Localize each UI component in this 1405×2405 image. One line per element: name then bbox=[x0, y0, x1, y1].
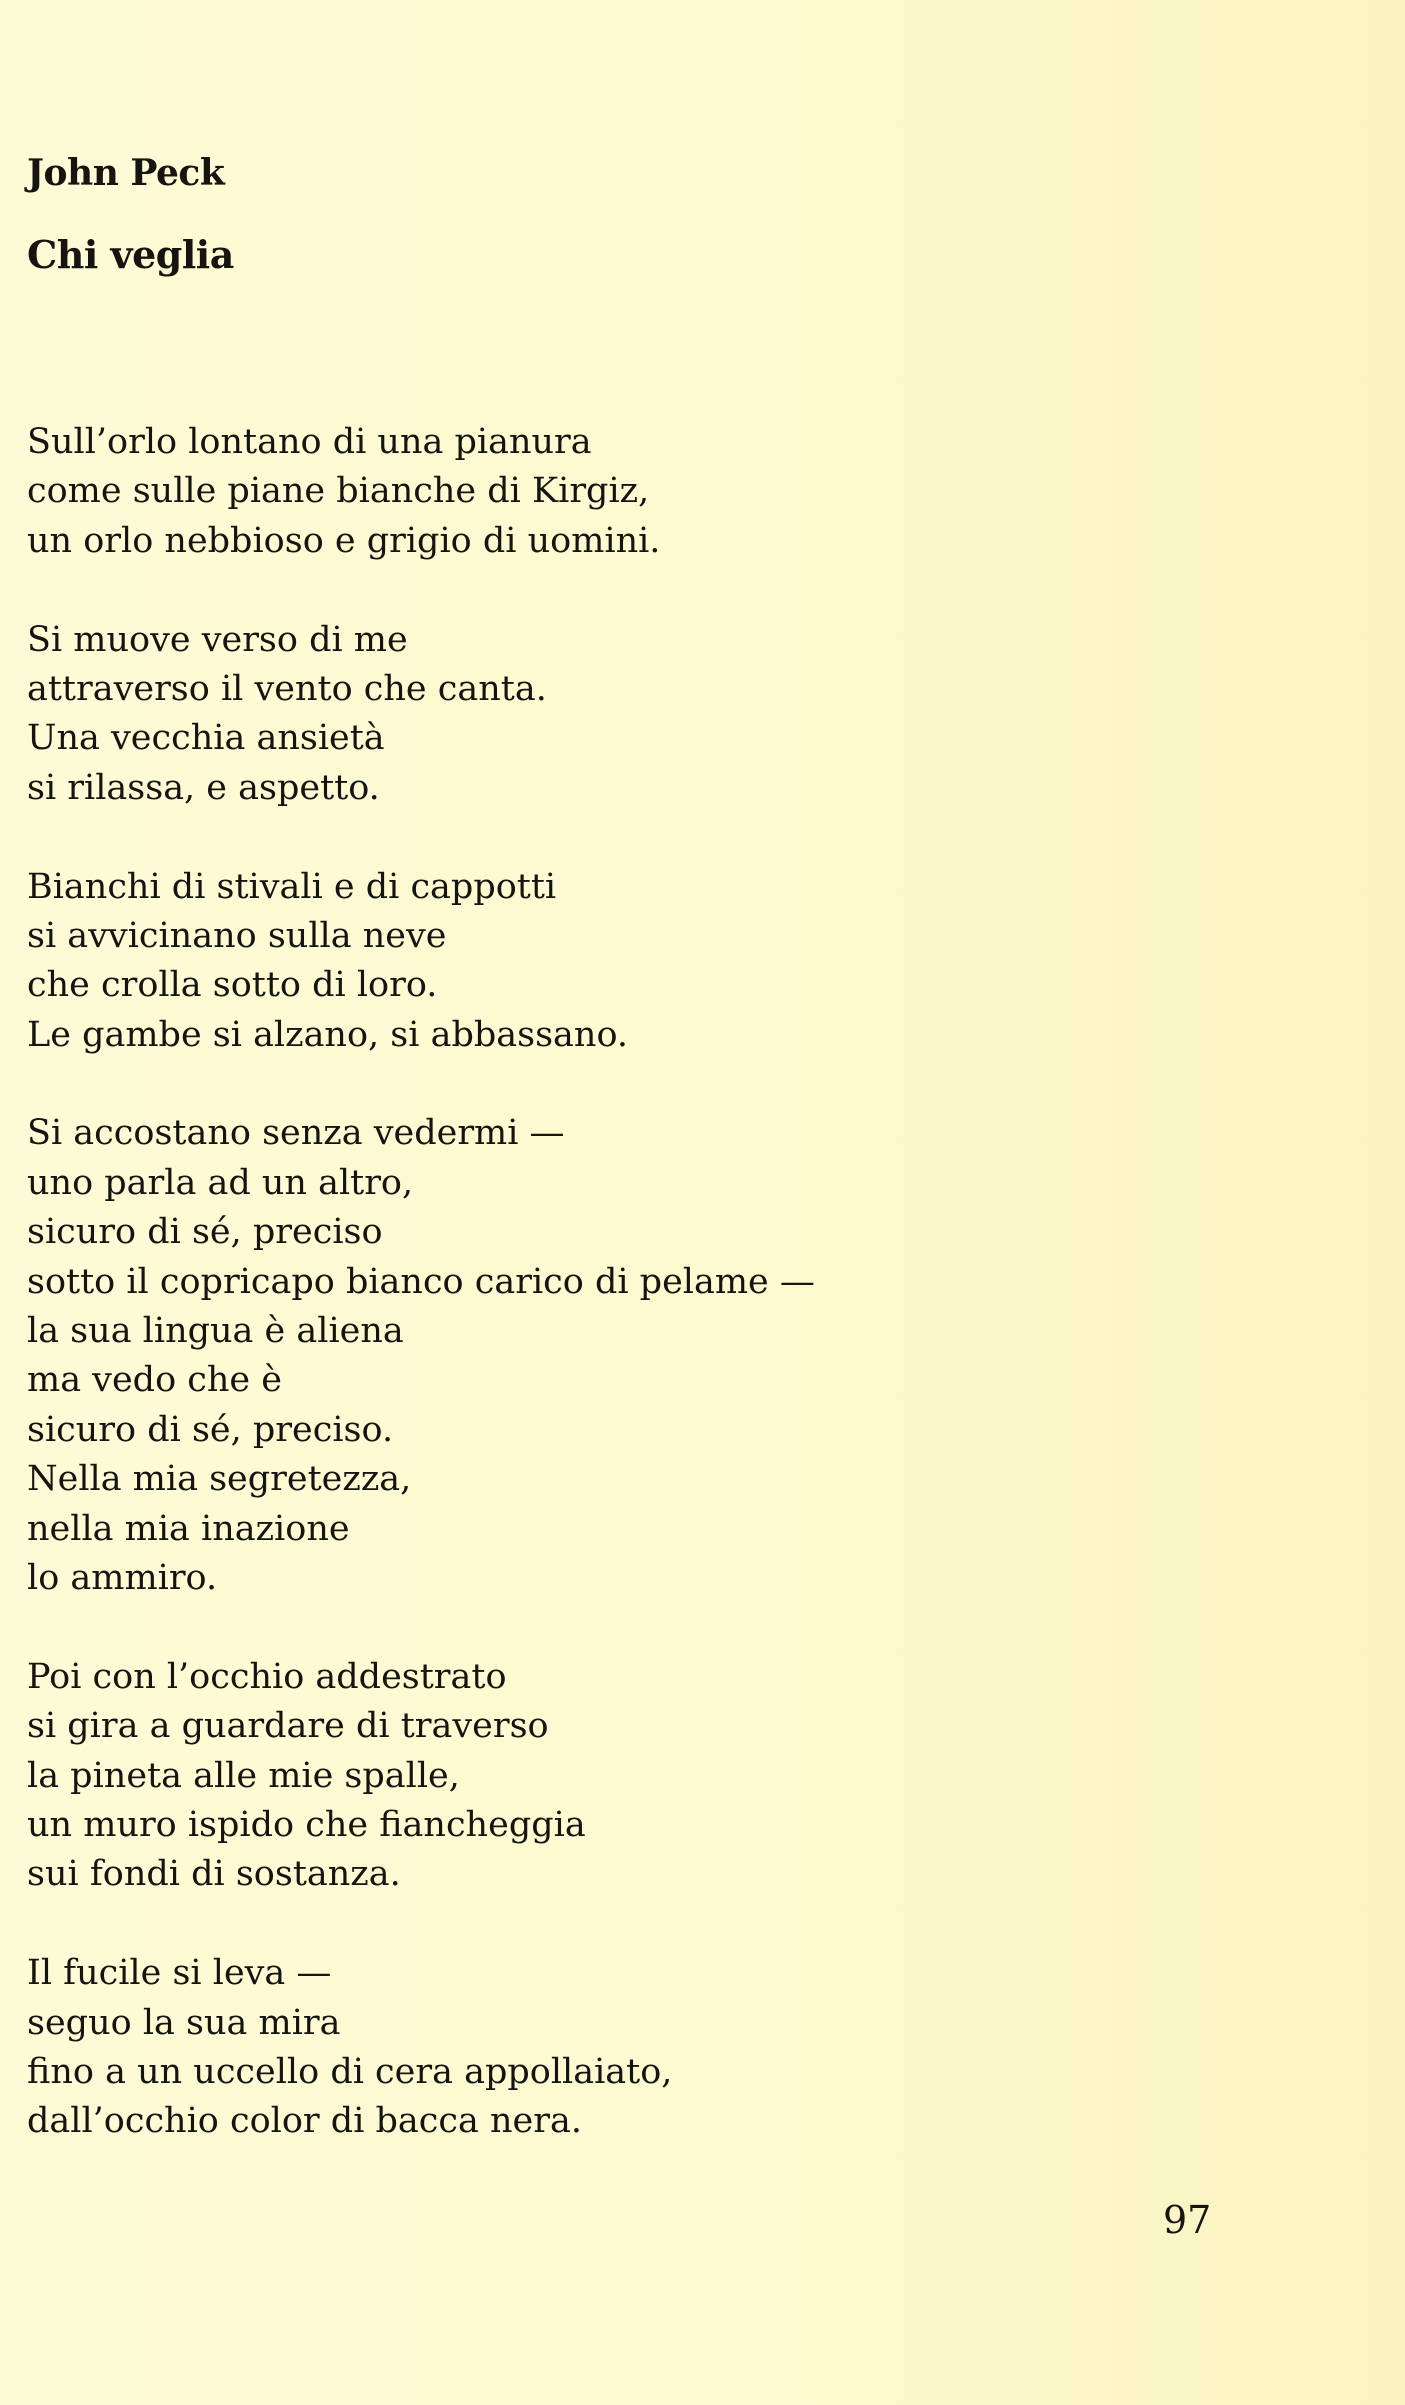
poem-line: Bianchi di stivali e di cappotti bbox=[27, 866, 557, 907]
stanza bbox=[27, 1653, 1027, 1900]
poem-line: nella mia inazione bbox=[27, 1508, 350, 1549]
poem-line: Nella mia segretezza, bbox=[27, 1459, 412, 1500]
poem-line: Il fucile si leva — bbox=[27, 1953, 332, 1994]
poem-line: un orlo nebbioso e grigio di uomini. bbox=[27, 520, 661, 561]
poem-line: come sulle piane bianche di Kirgiz, bbox=[27, 471, 650, 512]
poem-title: Chi veglia bbox=[27, 232, 234, 277]
poem-line: la pineta alle mie spalle, bbox=[27, 1755, 460, 1796]
poem-line: si gira a guardare di traverso bbox=[27, 1706, 549, 1747]
poem-line: sicuro di sé, preciso. bbox=[27, 1409, 394, 1450]
poem-line: sui fondi di sostanza. bbox=[27, 1854, 401, 1895]
poem-line: dall’occhio color di bacca nera. bbox=[27, 2101, 582, 2142]
poem-line: attraverso il vento che canta. bbox=[27, 668, 547, 709]
stanza bbox=[27, 1949, 1027, 2147]
stanza bbox=[27, 418, 1027, 566]
poem-line: che crolla sotto di loro. bbox=[27, 965, 438, 1006]
poem-line: la sua lingua è aliena bbox=[27, 1311, 404, 1352]
stanza bbox=[27, 863, 1027, 1061]
poem-line: uno parla ad un altro, bbox=[27, 1162, 414, 1203]
poem-line: seguo la sua mira bbox=[27, 2002, 341, 2043]
poem-line: Sull’orlo lontano di una pianura bbox=[27, 422, 592, 462]
poem-line: fino a un uccello di cera appollaiato, bbox=[27, 2051, 673, 2092]
poem-body bbox=[27, 418, 1027, 2196]
stanza bbox=[27, 616, 1027, 814]
poem-line: un muro ispido che fiancheggia bbox=[27, 1804, 586, 1845]
poem-line: si avvicinano sulla neve bbox=[27, 915, 447, 956]
poem-line: sotto il copricapo bianco carico di pelame — bbox=[27, 1261, 815, 1302]
poem-line: Si accostano senza vedermi — bbox=[27, 1113, 565, 1154]
poem-line: Poi con l’occhio addestrato bbox=[27, 1656, 507, 1697]
poem-line: Si muove verso di me bbox=[27, 619, 408, 660]
poem-line: Una vecchia ansietà bbox=[27, 718, 385, 759]
author-name: John Peck bbox=[27, 152, 225, 194]
stanza bbox=[27, 1109, 1027, 1603]
poem-line: Le gambe si alzano, si abbassano. bbox=[27, 1014, 629, 1055]
poem-line: ma vedo che è bbox=[27, 1360, 282, 1401]
poem-line: si rilassa, e aspetto. bbox=[27, 767, 380, 808]
poem-line: sicuro di sé, preciso bbox=[27, 1212, 383, 1253]
poem-line: lo ammiro. bbox=[27, 1557, 218, 1598]
page-number: 97 bbox=[1163, 2198, 1212, 2242]
